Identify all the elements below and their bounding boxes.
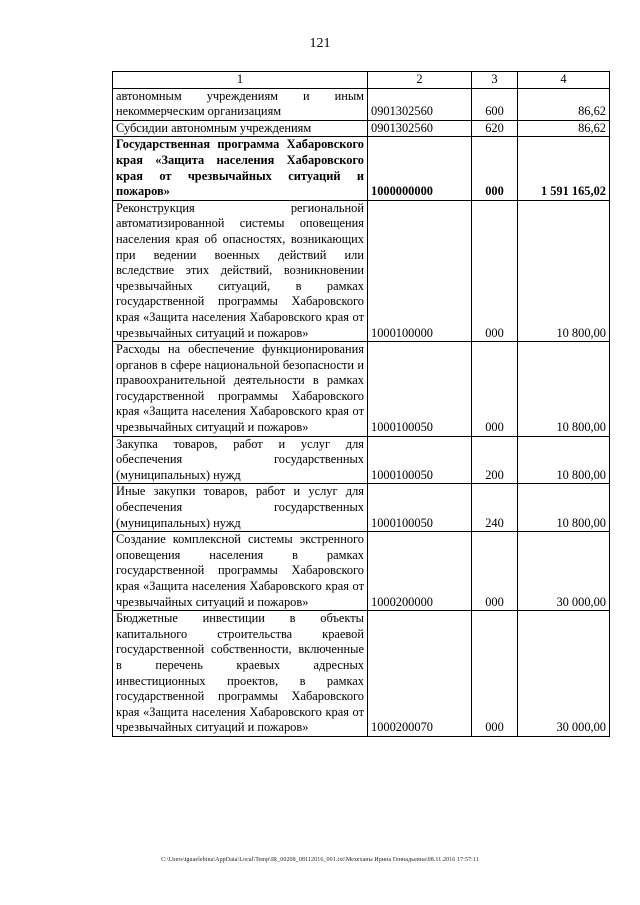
header-cell-description: 1 bbox=[113, 72, 368, 89]
header-cell-amount: 4 bbox=[518, 72, 610, 89]
table-row bbox=[113, 137, 610, 200]
table-header-row bbox=[113, 72, 610, 89]
row-code: 1000200000 bbox=[368, 532, 472, 611]
row-description: Субсидии автономным учреждениям bbox=[113, 120, 368, 137]
row-description: Иные закупки товаров, работ и услуг для обеспечения государственных (муниципальных) нужд bbox=[113, 484, 368, 532]
table-row bbox=[113, 484, 610, 532]
row-code: 1000000000 bbox=[368, 137, 472, 200]
table-row bbox=[113, 88, 610, 120]
row-description: Создание комплексной системы экстренного оповещения населения в рамках государственной программы Хабаровского края «Защита населения Хабаровского края от чрезвычайных ситуаций и пожаров» bbox=[113, 532, 368, 611]
row-amount: 86,62 bbox=[518, 120, 610, 137]
table-row bbox=[113, 342, 610, 437]
table-row bbox=[113, 611, 610, 737]
row-description: Государственная программа Хабаровского края «Защита населения Хабаровского края от чрезвычайных ситуаций и пожаров» bbox=[113, 137, 368, 200]
page-number: 121 bbox=[309, 36, 331, 51]
row-group: 240 bbox=[472, 484, 518, 532]
row-description: Закупка товаров, работ и услуг для обеспечения государственных (муниципальных) нужд bbox=[113, 436, 368, 484]
row-group: 000 bbox=[472, 532, 518, 611]
row-amount: 1 591 165,02 bbox=[518, 137, 610, 200]
row-code: 0901302560 bbox=[368, 88, 472, 120]
document-path-footer: C:\Users\iguaelebina\AppData\Local\Temp\IR_00208_08112016_001.txt\Мехеханы Ирина Геннадьевна\08.11.2016 17:57:11 bbox=[161, 857, 479, 863]
row-code: 0901302560 bbox=[368, 120, 472, 137]
row-code: 1000100000 bbox=[368, 200, 472, 341]
header-cell-code: 2 bbox=[368, 72, 472, 89]
row-amount: 10 800,00 bbox=[518, 436, 610, 484]
row-description: Бюджетные инвестиции в объекты капитального строительства краевой государственной собственности, включенные в перечень краевых адресных инвестиционных проектов, в рамках государственной программы Хабаровского края «Защита населения Хабаровского края от чрезвычайных ситуаций и пожаров» bbox=[113, 611, 368, 737]
row-group: 000 bbox=[472, 342, 518, 437]
row-group: 000 bbox=[472, 200, 518, 341]
row-group: 200 bbox=[472, 436, 518, 484]
row-amount: 86,62 bbox=[518, 88, 610, 120]
table-row bbox=[113, 200, 610, 341]
row-amount: 30 000,00 bbox=[518, 611, 610, 737]
row-group: 600 bbox=[472, 88, 518, 120]
row-group: 620 bbox=[472, 120, 518, 137]
row-description: Реконструкция региональной автоматизированной системы оповещения населения края об опасностях, возникающих при ведении военных действий или вследствие этих действий, возникновении чрезвычайных ситуаций, в рамках государственной программы Хабаровского края «Защита населения Хабаровского края от чрезвычайных ситуаций и пожаров» bbox=[113, 200, 368, 341]
row-code: 1000200070 bbox=[368, 611, 472, 737]
row-amount: 10 800,00 bbox=[518, 484, 610, 532]
row-code: 1000100050 bbox=[368, 436, 472, 484]
table-row bbox=[113, 436, 610, 484]
row-amount: 30 000,00 bbox=[518, 532, 610, 611]
row-group: 000 bbox=[472, 137, 518, 200]
row-amount: 10 800,00 bbox=[518, 200, 610, 341]
row-code: 1000100050 bbox=[368, 342, 472, 437]
row-amount: 10 800,00 bbox=[518, 342, 610, 437]
row-code: 1000100050 bbox=[368, 484, 472, 532]
row-description: автономным учреждениям и иным некоммерческим организациям bbox=[113, 88, 368, 120]
row-group: 000 bbox=[472, 611, 518, 737]
header-cell-group: 3 bbox=[472, 72, 518, 89]
table-row bbox=[113, 120, 610, 137]
table-row bbox=[113, 532, 610, 611]
budget-table bbox=[112, 71, 610, 737]
row-description: Расходы на обеспечение функционирования органов в сфере национальной безопасности и правоохранительной деятельности в рамках государственной программы Хабаровского края «Защита населения Хабаровского края от чрезвычайных ситуаций и пожаров» bbox=[113, 342, 368, 437]
